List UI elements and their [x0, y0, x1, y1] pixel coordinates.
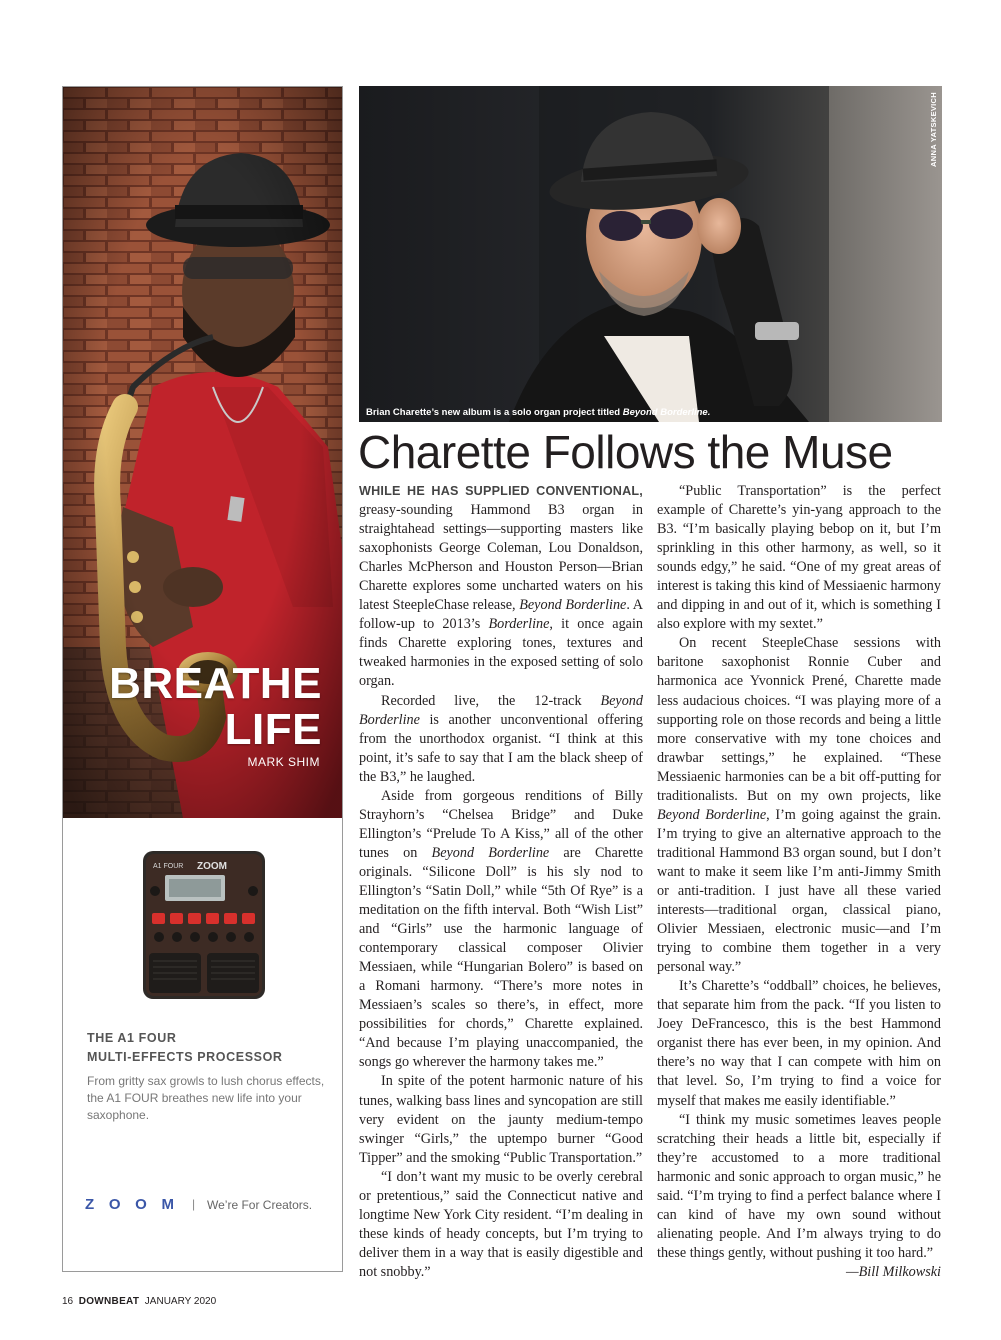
caption-album-title: Beyond Borderline. — [622, 407, 711, 418]
paragraph: It’s Charette’s “oddball” choices, he believes, that separate him from the pack. “If you listen to Joey DeFrancesco, this is the best Hammond organist there has ever been, in my opinion. And there’s no way that I can compete with him on that level. So, I’m trying to find a voice for myself that makes me easily identifiable.” — [657, 978, 941, 1109]
ad-brand-row — [85, 1195, 335, 1215]
page-footer — [62, 1296, 216, 1307]
paragraph — [657, 634, 941, 977]
zoom-logo-icon — [85, 1197, 181, 1211]
page-number: 16 — [62, 1296, 74, 1307]
paragraph: “I don’t want my music to be overly cerebral or pretentious,” said the Connecticut native and longtime New York City resident. “I’m dealing in these kinds of heady concepts, but I’m trying to deliver them in a way that is easily digestible and not snobby.” — [359, 1168, 643, 1280]
caption-text: Brian Charette’s new album is a solo organ project titled — [366, 407, 623, 418]
paragraph — [359, 482, 643, 692]
pedal-brand-label: ZOOM — [197, 861, 227, 872]
album-title: Beyond Borderline — [431, 844, 550, 861]
zoom-logo-text: ZOOM — [85, 1197, 177, 1211]
paragraph-text: are Charette originals. “Silicone Doll” is his sly nod to Ellington’s “Satin Doll,” while “5th Of Rye” is a meditation on the fifth interval. Both “Wish List” and “Girls” use the harmonic language of contemporary classical composer Olivier Messiaen, while “Hungarian Bolero” is based on a Romani harmony. “There’s more notes in Messiaen’s scales so there’s, in effect, more possibilities for chords,” Charette explained. “And because I’m playing unaccompanied, the songs go wherever the harmony takes me.” — [359, 844, 644, 1071]
lead-in: WHILE HE HAS SUPPLIED CONVENTIONAL, — [359, 484, 643, 498]
paragraph-text: Recorded live, the 12-track — [381, 692, 601, 709]
ad-product-title-line2: MULTI-EFFECTS PROCESSOR — [87, 1050, 283, 1064]
ad-tagline: We’re For Creators. — [207, 1198, 313, 1212]
byline: —Bill Milkowski — [846, 1263, 941, 1280]
ad-headline — [109, 661, 322, 753]
paragraph — [359, 787, 643, 1073]
paragraph-text: On recent SteepleChase sessions with baritone saxophonist Ronnie Cuber and harmonica ace Yvonnick Prené, Charette made less audacious choices. “I was playing more of a supporting role on those records and being a little more conservative with my tone choices and drawbar settings,” he explained. “These Messiaenic harmonies can be a bit off-putting for traditionalists. But on my own projects, like — [657, 635, 941, 804]
photo-caption — [366, 407, 710, 418]
article-column-1 — [359, 482, 643, 1282]
paragraph-text: , it once again finds Charette exploring tones, textures and tweaked harmonies in the exposed setting of solo organ. — [359, 616, 643, 690]
magazine-name: DOWNBEAT — [78, 1296, 140, 1307]
paragraph-text: Aside from gorgeous renditions of Billy Strayhorn’s “Chelsea Bridge” and Duke Ellington’s “Prelude To A Kiss,” all of the other tunes on — [359, 787, 643, 861]
issue-date: JANUARY 2020 — [144, 1296, 217, 1307]
paragraph-text: is another unconventional offering from the unorthodox organist. “I think at this point, it’s safe to say that I am the black sheep of the B3,” he laughed. — [359, 711, 643, 785]
ad-headline-line2: LIFE — [224, 705, 322, 754]
ad-product-description: From gritty sax growls to lush chorus effects, the A1 FOUR breathes new life into your saxophone. — [87, 1074, 325, 1122]
article-hero-photo — [359, 86, 942, 422]
album-title: Borderline — [488, 616, 550, 633]
pedal-device-image — [143, 851, 265, 1004]
pedal-model-label: A1 FOUR — [153, 863, 184, 870]
album-title: Beyond Borderline — [519, 597, 627, 614]
hero-photo-illustration — [359, 86, 942, 422]
paragraph: In spite of the potent harmonic nature of his tunes, walking bass lines and syncopation are still very evident on the jaunty medium-tempo swinger “Girls,” the uptempo burner “Good Tipper” and the smoking “Public Transportation.” — [359, 1073, 643, 1166]
ad-separator: | — [192, 1197, 196, 1211]
paragraph: “Public Transportation” is the perfect example of Charette’s yin-yang approach to the B3. “I’m basically playing bebop on it, but I’m sprinkling in this other harmony, as well, so it sounds edgy,” he said. “One of my great areas of interest is taking this kind of Messiaenic harmony and dipping in and out of it, which is something I also explore with my sextet.” — [657, 483, 941, 633]
paragraph-text: , I’m going against the grain. I’m trying to give an alternative approach to the traditional Hammond B3 organ sound, but I don’t want to make it seem like I’m anti-Jimmy Smith or anti-tradition. I just have all these varied interests—traditional organ, classical piano, Olivier Messiaen, electronic music—and I’m trying to combine them together in a very personal way.” — [657, 806, 941, 976]
album-title: Beyond Borderline — [359, 692, 643, 728]
advertisement — [62, 86, 343, 1272]
photo-credit: ANNA YATSKEVICH — [929, 92, 938, 167]
album-title: Beyond Borderline — [657, 806, 767, 823]
paragraph-text: greasy-sounding Hammond B3 organ in straightahead settings—supporting masters like saxophonists George Coleman, Lou Donaldson, Charles McPherson and Houston Person—Brian Charette explores some uncharted waters on his latest SteepleChase release, — [359, 502, 643, 614]
ad-headline-line1: BREATHE — [109, 659, 322, 708]
ad-photo-saxophonist — [63, 87, 342, 818]
article-headline: Charette Follows the Muse — [358, 426, 893, 478]
article-column-2 — [657, 482, 941, 1282]
paragraph: “I think my music sometimes leaves people scratching their heads a little bit, especially if they’re accustomed to a more traditional harmonic and sonic approach to organ music,” he said. “I’m trying to find a perfect balance where I can kind of have my own sound without alienating people. And I’m always trying to do these things gently, without pushing it too hard.” — [657, 1111, 941, 1261]
zoom-a1-four-pedal-icon — [143, 851, 265, 999]
ad-product-title-line1: THE A1 FOUR — [87, 1031, 177, 1045]
paragraph-text: . A follow-up to 2013’s — [359, 597, 643, 633]
ad-artist-name: MARK SHIM — [247, 755, 320, 769]
ad-product-title — [87, 1029, 327, 1067]
paragraph — [359, 692, 643, 787]
